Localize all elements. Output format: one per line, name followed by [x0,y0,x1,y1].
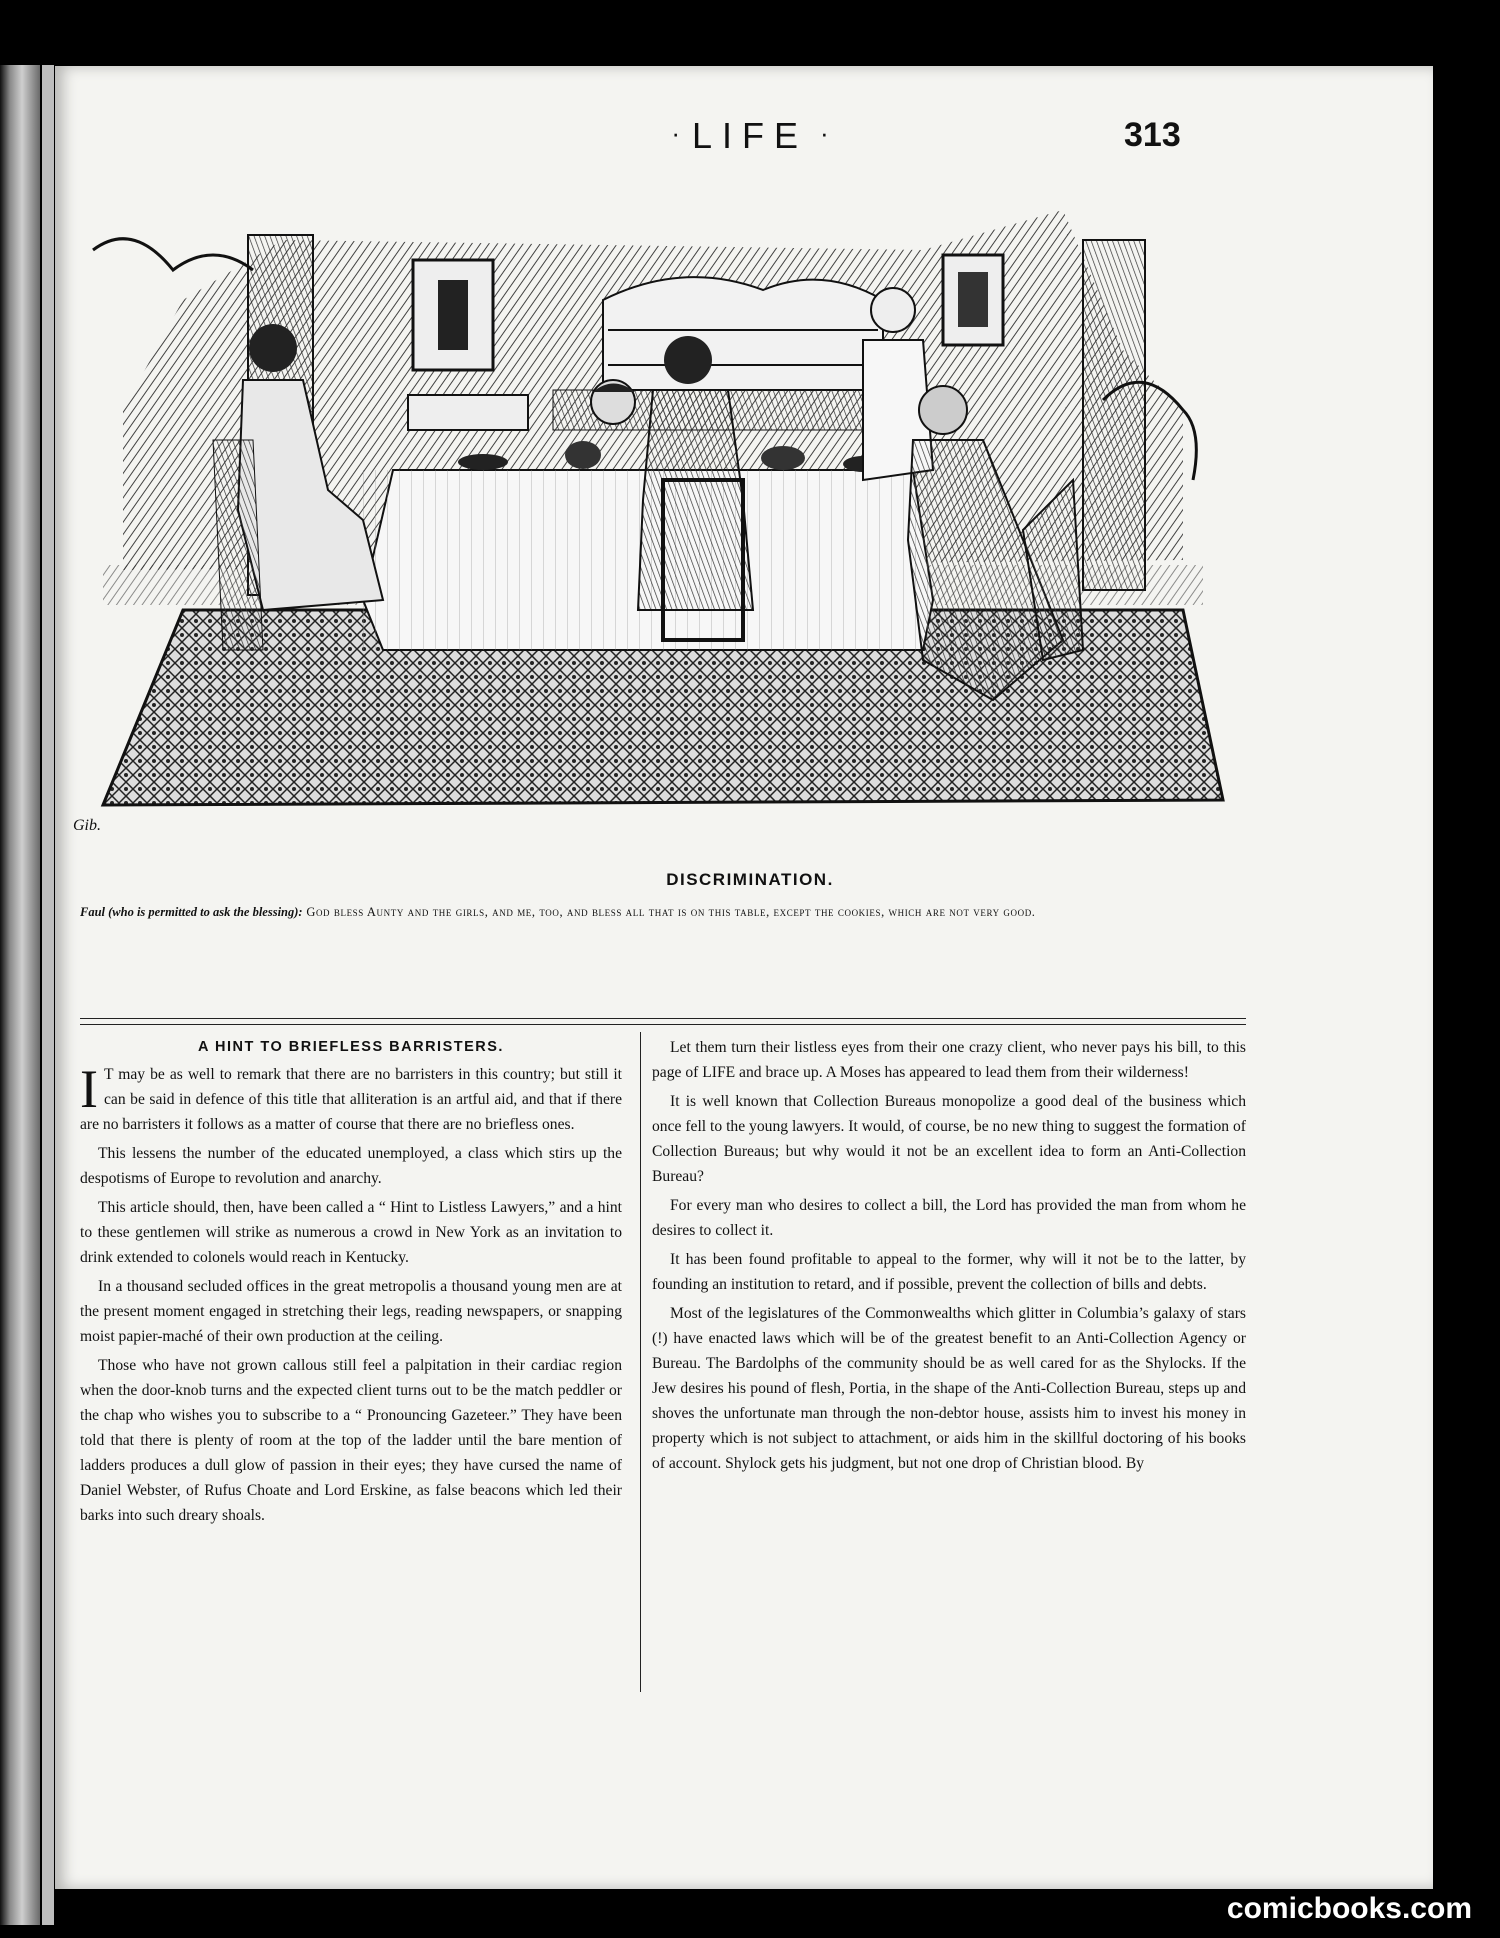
article-paragraph: It has been found profitable to appeal to the former, why will it not be to the latter, by founding an institution to retard, and if possible, prevent the collection of bills and debts. [652,1251,1246,1293]
article-paragraph: It is well known that Collection Bureaus monopolize a good deal of the business which once fell to the young lawyers. It would, of course, be no new thing to suggest the formation of Collection Bureaus; but why would it not be an excellent idea to form an Anti-Collection Bureau? [652,1093,1246,1185]
article-paragraph: Most of the legislatures of the Commonwealths which glitter in Columbia’s galaxy of stars (!) have enacted laws which will be of the greatest benefit to an Anti-Collection Agency or Bureau. The Bardolphs of the community should be as well cared for as the Shylocks. If the Jew desires his pound of flesh, Portia, in the shape of the Anti-Collection Bureau, steps up and shoves the unfortunate man through the non-debtor house, assists him to invest his money in property which is not subject to attachment, or aids him in the skillful doctoring of his books of account. Shylock gets his judgment, but not one drop of Christian blood. By [652,1305,1246,1472]
article-left-column [80,1035,622,1532]
masthead [0,115,1500,157]
caption-quote: God bless Aunty and the girls, and me, too, and bless all that is on this table, except the cookies, which are not very good. [306,905,1036,919]
illustration-signature: Gib. [73,817,101,834]
article-paragraph: Those who have not grown callous still feel a palpitation in their cardiac region when the door-knob turns and the expected client turns out to be the match peddler or the chap who wishes you to subscribe to a “ Pronouncing Gazeteer.” They have been told that there is plenty of room at the top of the ladder until the bare mention of ladders produces a dull glow of passion in their eyes; they have cursed the name of Daniel Webster, of Rufus Choate and Lord Erskine, as false beacons which led their barks into such dreary shoals. [80,1357,622,1524]
caption-title: DISCRIMINATION. [666,870,834,889]
article-title: A HINT TO BRIEFLESS BARRISTERS. [198,1039,504,1055]
article-paragraph: I T may be as well to remark that there are no barristers in this country; but still it can be said in defence of this title that alliteration is an artful aid, and that if there are no barristers it follows as a matter of course that there are no briefless ones. [80,1059,622,1133]
page-number: 313 [1124,116,1181,154]
caption-speaker: Faul (who is permitted to ask the blessing): [80,905,303,919]
book-spine-edge [0,65,40,1925]
caption-text [80,903,1246,921]
caption-rule-bottom [80,1024,1246,1025]
caption-rule-top [80,1018,1246,1019]
article-paragraph: This lessens the number of the educated unemployed, a class which stirs up the despotisms of Europe to revolution and anarchy. [80,1145,622,1187]
drop-cap: I [80,1059,98,1119]
article-paragraph: For every man who desires to collect a bill, the Lord has provided the man from whom he desires to collect it. [652,1197,1246,1239]
article-paragraph: Let them turn their listless eyes from their one crazy client, who never pays his bill, to this page of LIFE and brace up. A Moses has appeared to lead them from their wilderness! [652,1039,1246,1081]
masthead-title: LIFE [691,115,809,156]
masthead-dot-right: · [820,118,829,148]
site-watermark: comicbooks.com [1226,1892,1472,1925]
previous-page-edge [42,65,54,1925]
article-paragraph: In a thousand secluded offices in the great metropolis a thousand young men are at the present moment engaged in stretching their legs, reading newspapers, or snapping moist papier-maché of their own production at the ceiling. [80,1278,622,1345]
article-paragraph: This article should, then, have been called a “ Hint to Listless Lawyers,” and a hint to these gentlemen will strike as numerous a crowd in New York as an invitation to drink extended to colonels would reach in Kentucky. [80,1199,622,1266]
column-divider [640,1032,641,1692]
dining-room-illustration [63,180,1243,840]
article-right-column [652,1035,1246,1480]
masthead-dot-left: · [671,118,680,148]
